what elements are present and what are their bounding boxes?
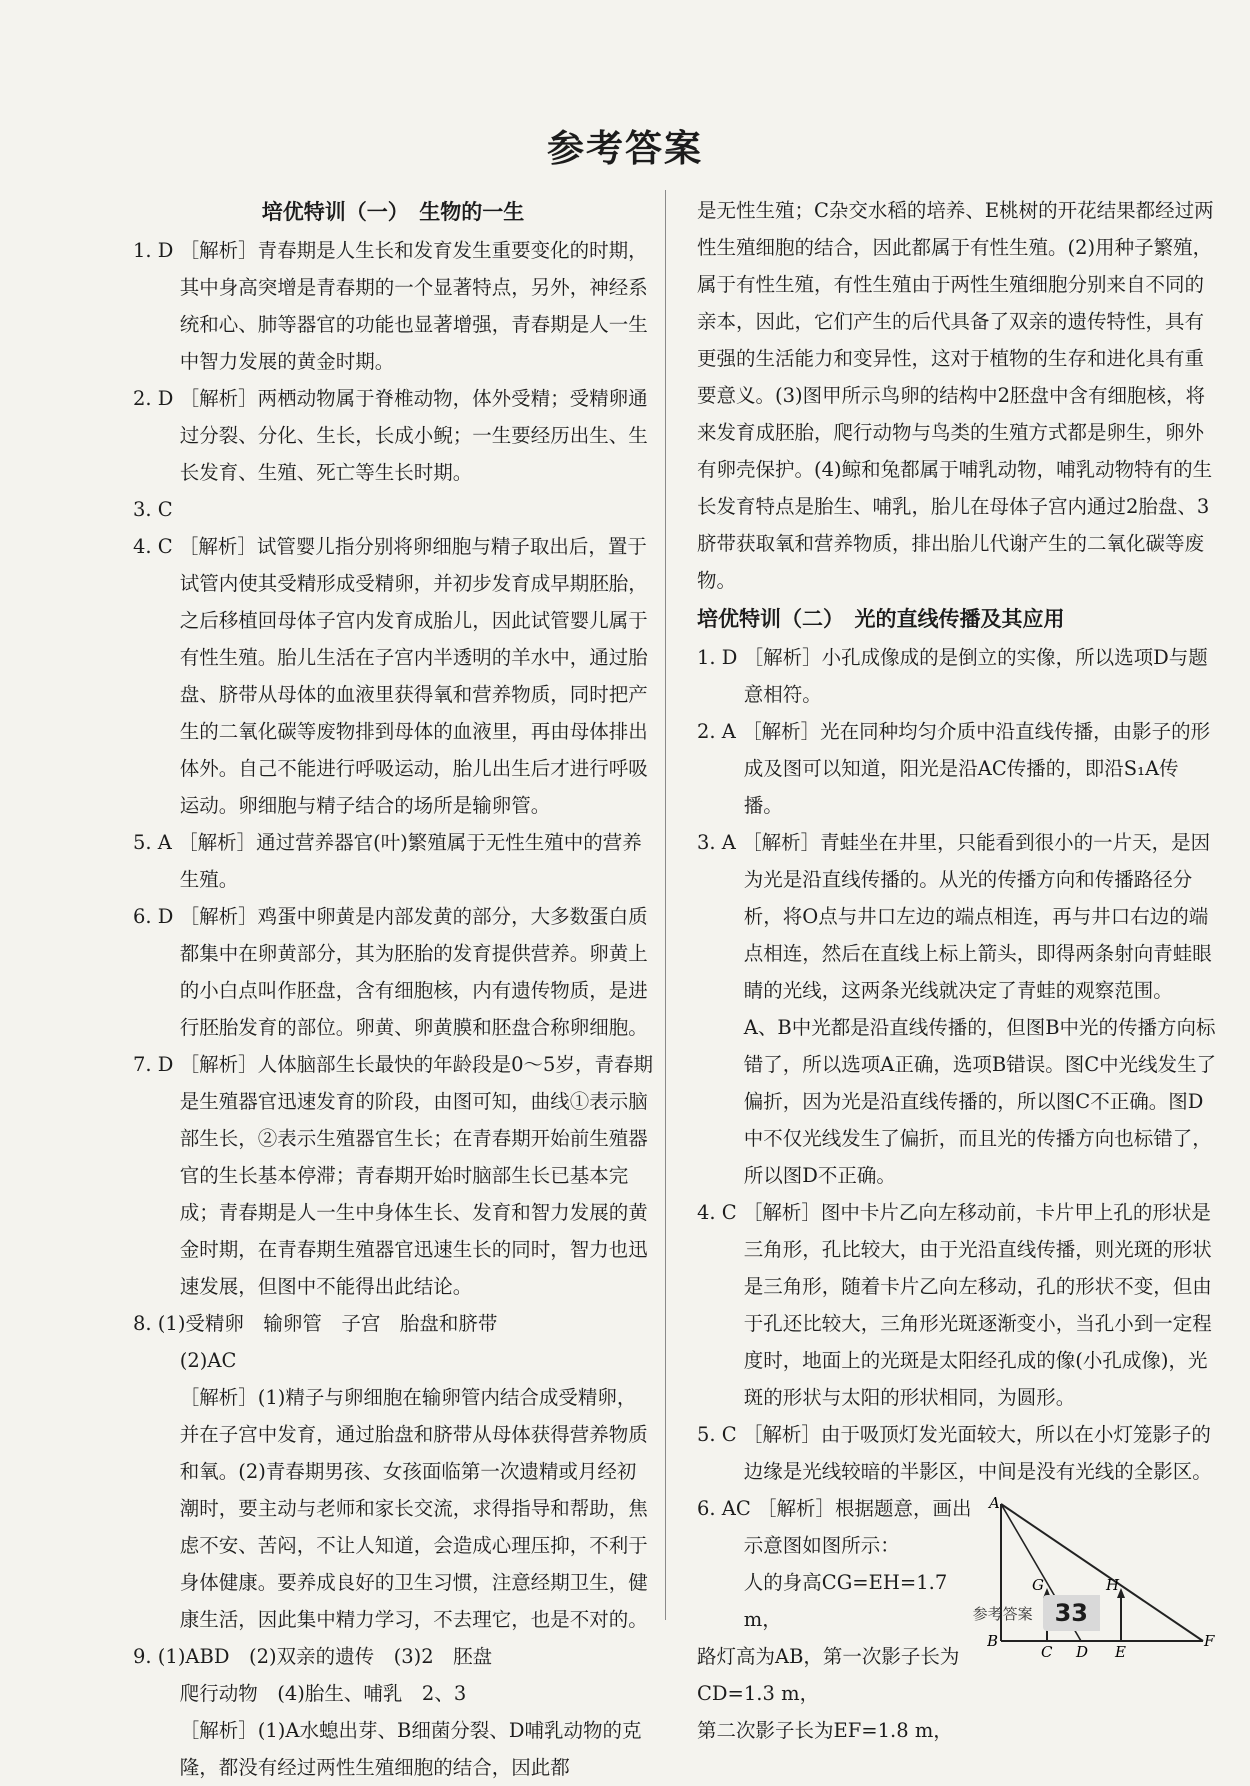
answer-6: 6. D ［解析］鸡蛋中卵黄是内部发黄的部分，大多数蛋白质都集中在卵黄部分，其为胚胎的发育提供营养。卵黄上的小白点叫作胚盘，含有细胞核，内有遗传物质，是进行胚胎发育的部位。卵黄、卵黄膜和胚盘合称卵细胞。	[133, 905, 648, 1039]
label-b: B	[987, 1632, 999, 1650]
left-column	[133, 192, 653, 1786]
answer-5: 5. A ［解析］通过营养器官(叶)繁殖属于无性生殖中的营养生殖。	[133, 831, 642, 891]
answer-2-2: 2. A ［解析］光在同种均匀介质中沿直线传播，由影子的形成及图可以知道，阳光是沿AC传播的，即沿S₁A传播。	[697, 720, 1211, 817]
answer-2-5: 5. C ［解析］由于吸顶灯发光面较大，所以在小灯笼影子的边缘是光线较暗的半影区，中间是没有光线的全影区。	[697, 1423, 1212, 1483]
answer-3: 3. C	[133, 498, 173, 521]
right-column	[697, 192, 1217, 1749]
section-title-1: 培优特训（一） 生物的一生	[261, 200, 525, 224]
answer-9-analysis-continued: 是无性生殖；C杂交水稻的培养、E桃树的开花结果都经过两性生殖细胞的结合，因此都属于有性生殖。(2)用种子繁殖，属于有性生殖，有性生殖由于两性生殖细胞分别来自不同的亲本，因此，它们产生的后代具备了双亲的遗传特性，具有更强的生活能力和变异性，这对于植物的生存和进化具有重要意义。(3)图甲所示鸟卵的结构中2胚盘中含有细胞核，将来发育成胚胎，爬行动物与鸟类的生殖方式都是卵生，卵外有卵壳保护。(4)鲸和兔都属于哺乳动物，哺乳动物特有的生长发育特点是胎生、哺乳，胎儿在母体子宫内通过2胎盘、3脐带获取氧和营养物质，排出胎儿代谢产生的二氧化碳等废物。	[697, 199, 1214, 592]
answer-9: 9. (1)ABD (2)双亲的遗传 (3)2 胚盘	[133, 1645, 493, 1668]
section-title-2: 培优特训（二） 光的直线传播及其应用	[697, 607, 1065, 631]
page-number: 33	[1043, 1595, 1100, 1631]
footer-label: 参考答案	[972, 1604, 1033, 1623]
page-footer	[973, 1595, 1100, 1631]
answer-8: 8. (1)受精卵 输卵管 子宫 胎盘和脐带	[133, 1312, 498, 1335]
streetlight-diagram	[987, 1496, 1217, 1658]
answer-9-part2: 爬行动物 (4)胎生、哺乳 2、3	[179, 1682, 467, 1705]
label-e: E	[1115, 1643, 1126, 1658]
answer-7: 7. D ［解析］人体脑部生长最快的年龄段是0～5岁，青春期是生殖器官迅速发育的阶段，由图可知，曲线①表示脑部生长，②表示生殖器官生长；在青春期开始前生殖器官的生长基本停滞；青春期开始时脑部生长已基本完成；青春期是人一生中身体生长、发育和智力发展的黄金时期，在青春期生殖器官迅速生长的同时，智力也迅速发展，但图中不能得出此结论。	[133, 1053, 653, 1298]
answer-9-analysis: ［解析］(1)A水螅出芽、B细菌分裂、D哺乳动物的克隆，都没有经过两性生殖细胞的结合，因此都	[179, 1719, 642, 1779]
label-h: H	[1106, 1576, 1120, 1594]
answer-2-6: 6. AC ［解析］根据题意，画出示意图如图所示：	[697, 1497, 972, 1557]
answer-1: 1. D ［解析］青春期是人生长和发育发生重要变化的时期，其中身高突增是青春期的一个显著特点，另外，神经系统和心、肺等器官的功能也显著增强，青春期是人一生中智力发展的黄金时期。	[133, 239, 648, 373]
label-d: D	[1076, 1643, 1089, 1658]
answer-2-4: 4. C ［解析］图中卡片乙向左移动前，卡片甲上孔的形状是三角形，孔比较大，由于光沿直线传播，则光斑的形状是三角形，随着卡片乙向左移动，孔的形状不变，但由于孔还比较大，三角形光斑逐渐变小，当孔小到一定程度时，地面上的光斑是太阳经孔成的像(小孔成像)，光斑的形状与太阳的形状相同，为圆形。	[697, 1201, 1212, 1409]
answer-8-analysis: ［解析］(1)精子与卵细胞在输卵管内结合成受精卵，并在子宫中发育，通过胎盘和脐带从母体获得营养物质和氧。(2)青春期男孩、女孩面临第一次遗精或月经初潮时，要主动与老师和家长交流，求得指导和帮助，焦虑不安、苦闷，不让人知道，会造成心理压抑，不利于身体健康。要养成良好的卫生习惯，注意经期卫生，健康生活，因此集中精力学习，不去理它，也是不对的。	[179, 1386, 648, 1631]
answer-8-part2: (2)AC	[179, 1349, 237, 1372]
label-c: C	[1041, 1643, 1053, 1658]
answer-2-6-height: 人的身高CG=EH=1.7 m，	[743, 1571, 948, 1631]
answer-2-6-shadow2: 第二次影子长为EF=1.8 m，	[697, 1719, 953, 1742]
answer-2-3: 3. A ［解析］青蛙坐在井里，只能看到很小的一片天，是因为光是沿直线传播的。从光的传播方向和传播路径分析，将O点与井口左边的端点相连，再与井口右边的端点相连，然后在直线上标上箭头，即得两条射向青蛙眼睛的光线，这两条光线就决定了青蛙的观察范围。	[697, 831, 1212, 1002]
label-f: F	[1204, 1632, 1215, 1650]
page-title: 参考答案	[547, 126, 703, 170]
answer-2: 2. D ［解析］两栖动物属于脊椎动物，体外受精；受精卵通过分裂、分化、生长，长成小鲵；一生要经历出生、生长发育、生殖、死亡等生长时期。	[133, 387, 648, 484]
label-a: A	[989, 1496, 1000, 1512]
answer-2-1: 1. D ［解析］小孔成像成的是倒立的实像，所以选项D与题意相符。	[697, 646, 1208, 706]
label-g: G	[1032, 1576, 1044, 1594]
answer-2-3-paragraph: A、B中光都是沿直线传播的，但图B中光的传播方向标错了，所以选项A正确，选项B错误。图C中光线发生了偏折，因为光是沿直线传播的，所以图C不正确。图D中不仅光线发生了偏折，而且光的传播方向也标错了，所以图D不正确。	[743, 1016, 1217, 1187]
answer-4: 4. C ［解析］试管婴儿指分别将卵细胞与精子取出后，置于试管内使其受精形成受精卵，并初步发育成早期胚胎，之后移植回母体子宫内发育成胎儿，因此试管婴儿属于有性生殖。胎儿生活在子宫内半透明的羊水中，通过胎盘、脐带从母体的血液里获得氧和营养物质，同时把产生的二氧化碳等废物排到母体的血液里，再由母体排出体外。自己不能进行呼吸运动，胎儿出生后才进行呼吸运动。卵细胞与精子结合的场所是输卵管。	[133, 535, 648, 817]
answer-2-6-shadow1: 路灯高为AB，第一次影子长为CD=1.3 m，	[697, 1645, 960, 1705]
column-divider	[665, 190, 666, 1620]
